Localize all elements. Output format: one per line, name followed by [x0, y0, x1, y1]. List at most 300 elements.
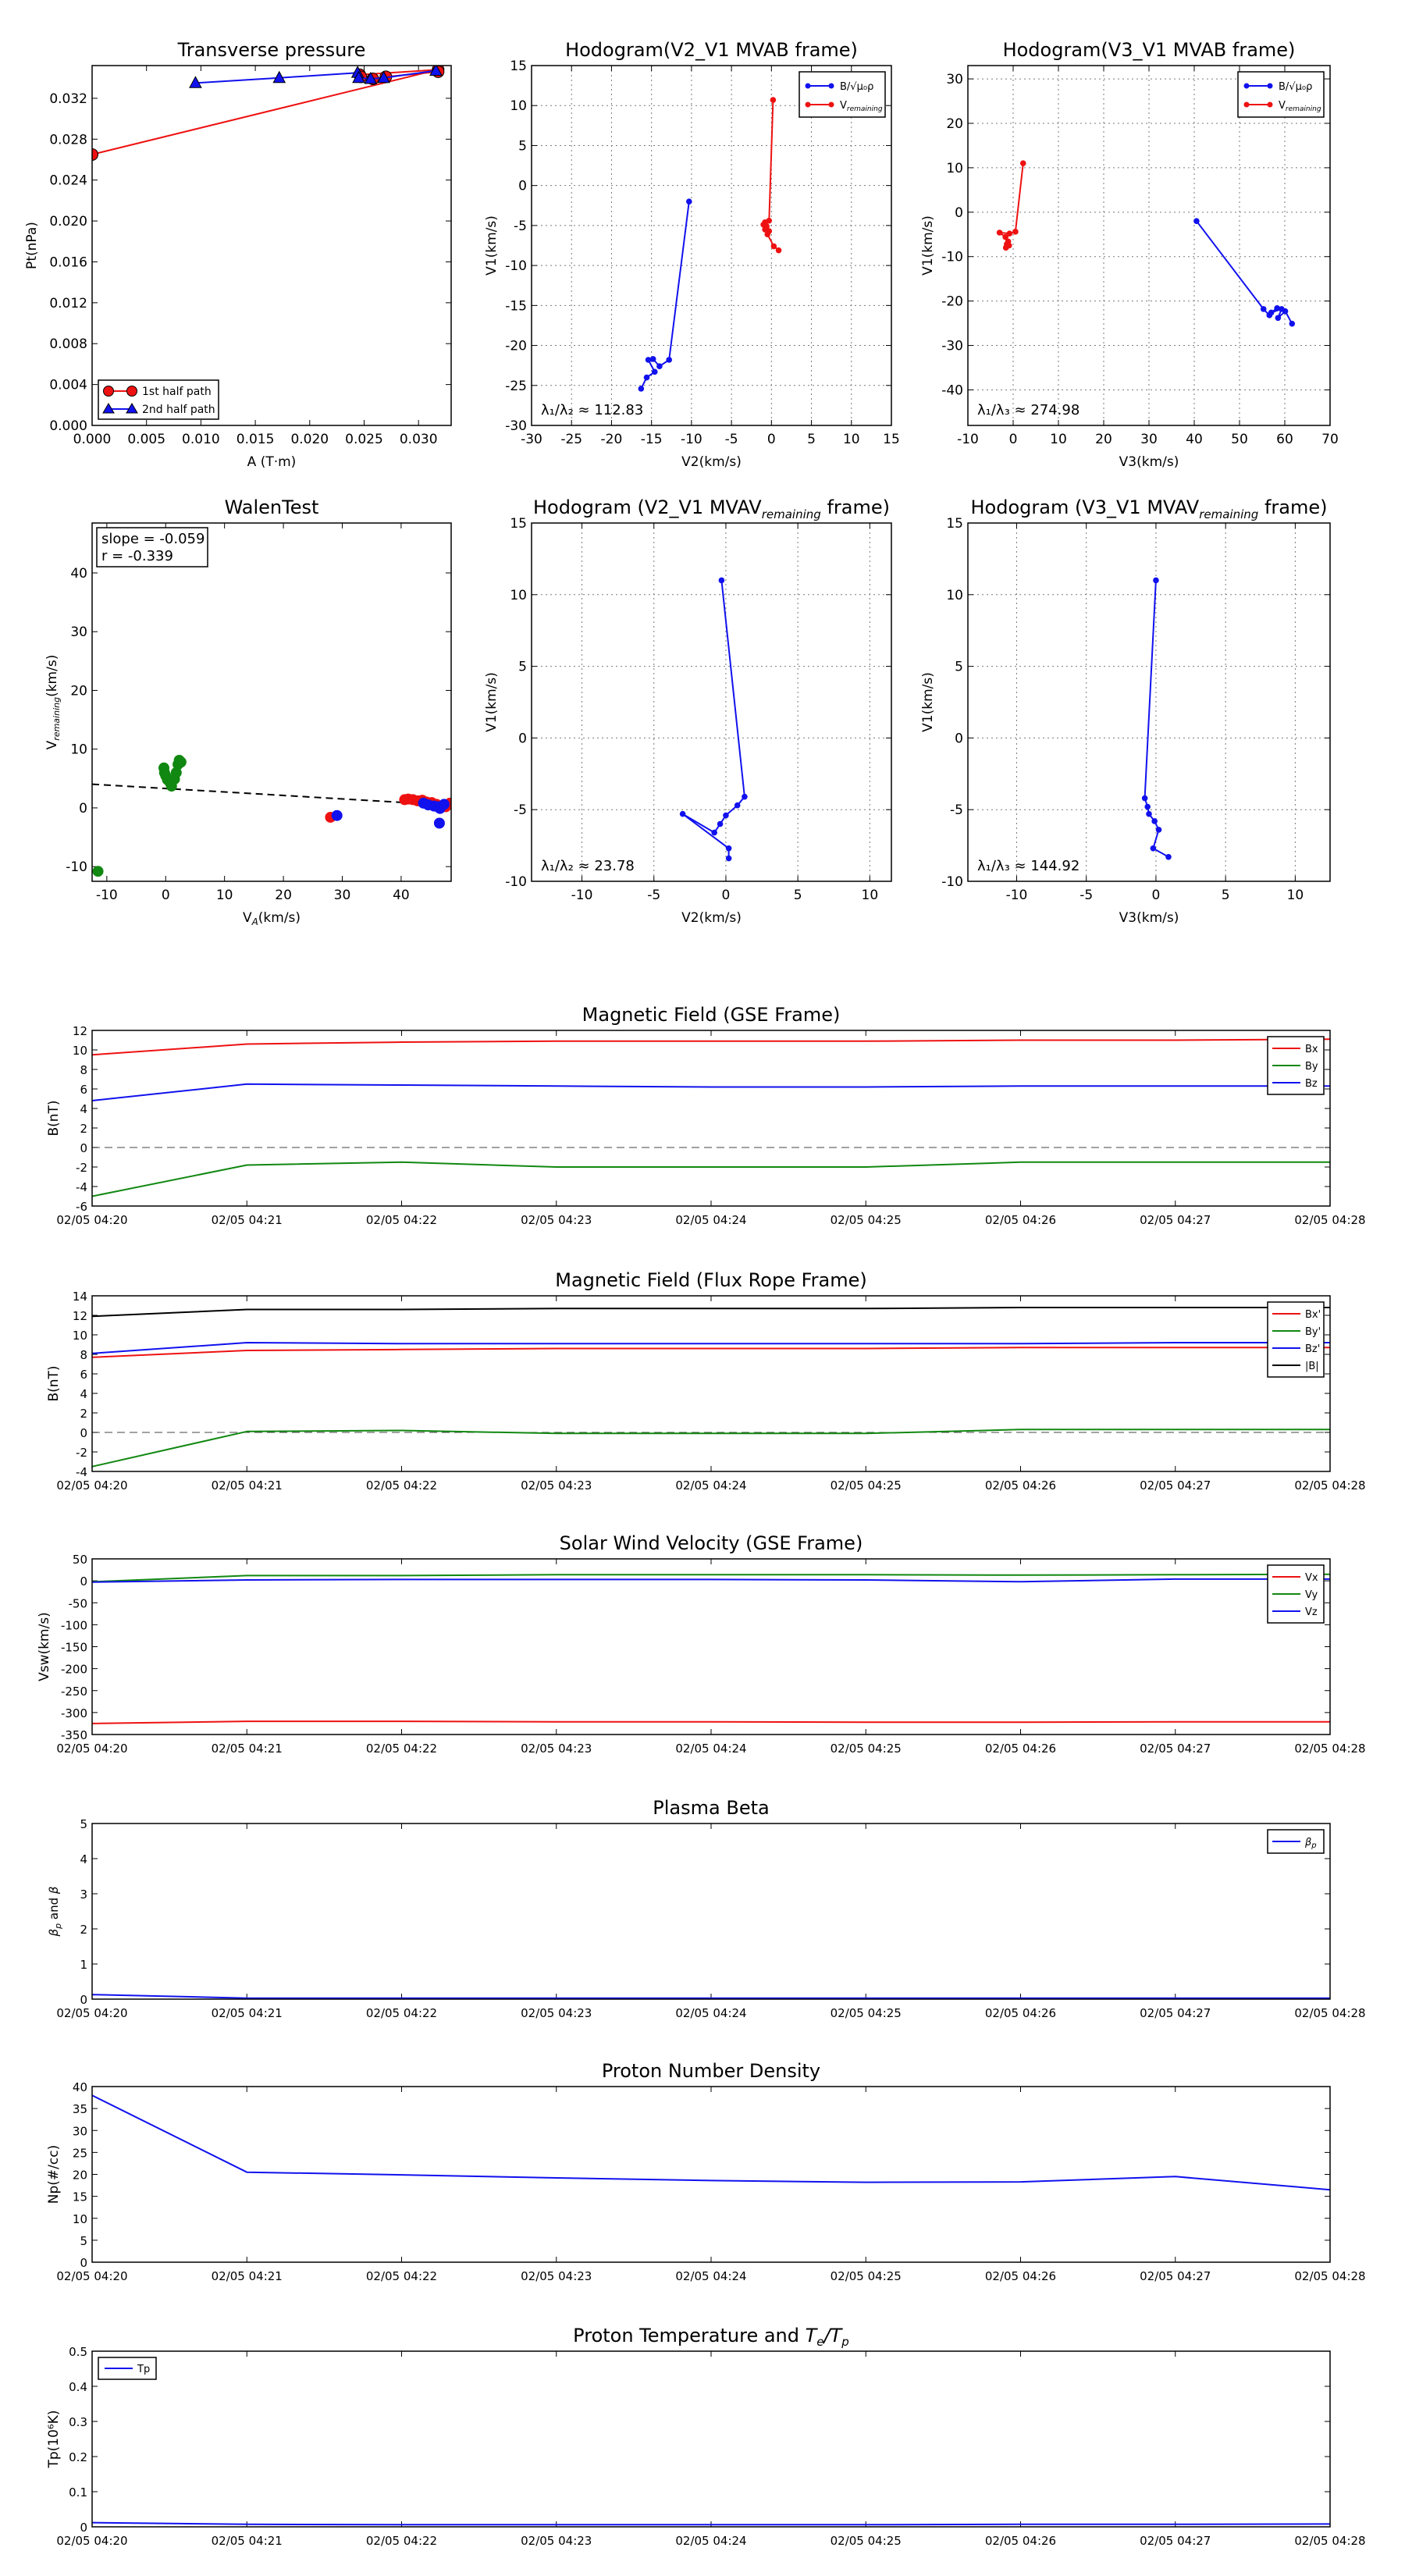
- y-axis-label: V1(km/s): [920, 672, 936, 732]
- chart-hodo2: [920, 39, 1339, 470]
- y-tick-label: 40: [70, 565, 87, 582]
- data-point: [1268, 310, 1275, 316]
- x-tick-label: -10: [680, 432, 702, 447]
- x-tick-label: 02/05 04:25: [830, 2006, 902, 2020]
- x-tick-label: 10: [215, 888, 233, 903]
- x-tick-label: 02/05 04:26: [984, 2534, 1057, 2548]
- plot-frame: [532, 66, 891, 425]
- data-point: [1003, 245, 1009, 251]
- y-tick-label: 1: [80, 1958, 87, 1972]
- legend: [98, 2357, 156, 2379]
- x-tick-label: 02/05 04:28: [1294, 2006, 1366, 2020]
- chart-bgse: [46, 1004, 1366, 1227]
- x-tick-label: 02/05 04:23: [521, 2269, 592, 2283]
- chart-title: Magnetic Field (Flux Rope Frame): [555, 1269, 867, 1291]
- x-tick-label: 02/05 04:28: [1294, 2269, 1366, 2283]
- x-tick-label: 0.025: [345, 432, 383, 447]
- plot-frame: [92, 1823, 1330, 1999]
- y-tick-label: 0: [80, 1426, 87, 1440]
- chart-pt: [24, 39, 451, 470]
- y-axis-label: Tp(10⁶K): [46, 2410, 62, 2468]
- data-point: [652, 369, 658, 375]
- y-tick-label: 20: [72, 2168, 87, 2183]
- chart-title: Solar Wind Velocity (GSE Frame): [559, 1532, 863, 1554]
- legend-marker: [806, 84, 811, 89]
- y-axis-label: V1(km/s): [484, 215, 500, 276]
- chart-title: Hodogram(V3_V1 MVAB frame): [1002, 39, 1296, 61]
- y-tick-label: 0.004: [49, 377, 87, 393]
- y-tick-label: 30: [946, 72, 963, 88]
- x-tick-label: 02/05 04:20: [56, 2269, 128, 2283]
- x-tick-label: 02/05 04:28: [1294, 1478, 1366, 1493]
- y-tick-label: 0: [518, 731, 527, 747]
- x-tick-label: 02/05 04:26: [984, 1742, 1057, 1756]
- plot-frame: [92, 523, 451, 881]
- data-point: [1156, 827, 1162, 833]
- legend-marker: [127, 386, 137, 397]
- data-point: [719, 578, 725, 584]
- x-tick-label: 02/05 04:24: [675, 2269, 747, 2283]
- y-tick-label: -4: [76, 1465, 87, 1479]
- x-axis-label: V2(km/s): [681, 910, 742, 926]
- y-tick-label: 10: [72, 1329, 87, 1343]
- y-tick-label: -50: [68, 1596, 87, 1611]
- y-tick-label: 5: [518, 138, 527, 155]
- series-line-|B|: [92, 1308, 1330, 1316]
- y-axis-label: B(nT): [46, 1100, 62, 1137]
- y-tick-label: -200: [60, 1662, 87, 1677]
- y-tick-label: -30: [505, 418, 527, 434]
- plot-area: [92, 755, 455, 876]
- data-point: [638, 386, 645, 392]
- y-tick-label: 10: [946, 160, 963, 176]
- legend: [1268, 1037, 1324, 1094]
- plot-area: [1142, 578, 1172, 860]
- y-tick-label: 5: [80, 1817, 87, 1831]
- data-point: [1012, 229, 1019, 235]
- y-tick-label: 6: [80, 1368, 87, 1382]
- y-tick-label: 15: [510, 516, 527, 532]
- x-tick-label: -10: [957, 432, 979, 447]
- x-tick-label: 5: [807, 432, 816, 447]
- x-tick-label: -15: [640, 432, 663, 447]
- x-tick-label: 02/05 04:28: [1294, 2534, 1366, 2548]
- legend-marker: [829, 84, 834, 89]
- x-tick-label: 02/05 04:21: [211, 1742, 283, 1756]
- x-tick-label: 02/05 04:24: [675, 1213, 747, 1227]
- plot-frame: [92, 2087, 1330, 2262]
- x-tick-label: 20: [275, 888, 292, 903]
- data-point: [1151, 845, 1157, 852]
- y-tick-label: -350: [60, 1728, 87, 1742]
- series-line-V_remaining: [683, 580, 745, 858]
- walen-stat-1: r = -0.339: [101, 548, 173, 564]
- x-tick-label: 70: [1321, 432, 1339, 447]
- data-point: [1146, 811, 1152, 817]
- y-axis-label: Vsw(km/s): [37, 1612, 52, 1681]
- data-point: [1289, 321, 1295, 327]
- y-tick-label: 0: [80, 1574, 87, 1589]
- x-tick-label: 02/05 04:20: [56, 2534, 128, 2548]
- x-tick-label: 10: [861, 888, 879, 903]
- legend-label: Bz: [1305, 1078, 1318, 1090]
- series-line-Bx: [92, 1039, 1330, 1055]
- x-tick-label: 02/05 04:23: [521, 1213, 592, 1227]
- data-point: [1165, 854, 1172, 860]
- x-tick-label: 10: [1050, 432, 1067, 447]
- x-tick-label: 0: [767, 432, 776, 447]
- x-tick-label: 0.030: [399, 432, 438, 447]
- y-tick-label: -10: [941, 249, 963, 265]
- plot-area: [638, 97, 782, 391]
- plot-area: [92, 1039, 1330, 1196]
- x-axis-label: V3(km/s): [1119, 454, 1179, 470]
- chart-title: Magnetic Field (GSE Frame): [582, 1004, 841, 1026]
- x-tick-label: 02/05 04:26: [984, 2269, 1057, 2283]
- data-point: [711, 830, 717, 836]
- x-tick-label: 02/05 04:23: [521, 1742, 592, 1756]
- data-point: [726, 845, 732, 852]
- y-axis-label: V1(km/s): [920, 215, 936, 276]
- y-tick-label: 0.020: [49, 214, 87, 230]
- eigenvalue-ratio-label: λ₁/λ₂ ≈ 23.78: [541, 858, 635, 874]
- y-tick-label: -10: [66, 859, 87, 876]
- x-tick-label: 30: [333, 888, 351, 903]
- y-tick-label: 30: [72, 2124, 87, 2139]
- legend-label: Vz: [1305, 1606, 1318, 1618]
- data-point: [1151, 818, 1158, 824]
- x-tick-label: 02/05 04:23: [521, 2534, 592, 2548]
- series-line-Bz: [92, 1084, 1330, 1101]
- y-tick-label: 4: [80, 1102, 87, 1116]
- x-tick-label: 5: [793, 888, 802, 903]
- data-point: [93, 866, 103, 877]
- legend-label: B/√μ₀ρ: [1279, 81, 1313, 93]
- y-tick-label: -40: [941, 382, 963, 399]
- series-line-Bx': [92, 1347, 1330, 1357]
- data-point: [686, 198, 692, 205]
- y-tick-label: -10: [941, 874, 963, 890]
- series-line-Vz: [92, 1579, 1330, 1582]
- plot-frame: [92, 66, 451, 425]
- y-tick-label: 2: [80, 1122, 87, 1136]
- x-tick-label: -5: [724, 432, 738, 447]
- y-tick-label: -20: [941, 294, 963, 310]
- data-point: [1282, 308, 1289, 315]
- x-tick-label: 02/05 04:24: [675, 2534, 747, 2548]
- y-tick-label: 14: [72, 1290, 87, 1304]
- data-point: [1193, 218, 1200, 224]
- chart-np: [46, 2060, 1366, 2283]
- x-axis-label: $V_A(km/s)$: [242, 910, 301, 927]
- data-point: [1142, 795, 1148, 802]
- data-point: [646, 357, 652, 363]
- chart-walen: [44, 496, 455, 927]
- chart-title: Hodogram (V2_V1 $MVAV_{remaining}$ frame): [533, 496, 890, 521]
- y-tick-label: -10: [505, 874, 527, 890]
- legend-label: Bx: [1305, 1044, 1318, 1055]
- data-point: [332, 810, 342, 820]
- x-tick-label: 02/05 04:25: [830, 2534, 902, 2548]
- chart-hodo4: [920, 496, 1330, 926]
- plot-area: [87, 64, 444, 161]
- y-tick-label: -30: [941, 338, 963, 354]
- y-tick-label: 0.1: [69, 2485, 87, 2500]
- legend-marker: [1244, 102, 1250, 108]
- plot-frame: [92, 1296, 1330, 1471]
- data-point: [439, 799, 449, 809]
- legend-marker: [829, 102, 834, 108]
- y-tick-label: -2: [76, 1161, 87, 1175]
- data-point: [770, 97, 777, 103]
- chart-title: Hodogram (V3_V1 $MVAV_{remaining}$ frame): [970, 496, 1328, 521]
- x-tick-label: 02/05 04:25: [830, 1213, 902, 1227]
- x-tick-label: 02/05 04:24: [675, 1478, 747, 1493]
- data-point: [644, 375, 650, 381]
- y-tick-label: 5: [80, 2233, 87, 2248]
- data-point: [1261, 306, 1267, 312]
- y-tick-label: 5: [518, 659, 527, 675]
- y-tick-label: 40: [72, 2080, 87, 2094]
- x-tick-label: 20: [1095, 432, 1112, 447]
- plot-frame: [92, 1559, 1330, 1735]
- chart-title: Proton Number Density: [601, 2060, 821, 2082]
- data-point: [1153, 578, 1159, 584]
- x-tick-label: -10: [1005, 888, 1028, 903]
- y-tick-label: 4: [80, 1387, 87, 1401]
- y-axis-label: $\beta_p$ and β: [47, 1886, 63, 1937]
- data-point: [735, 802, 741, 809]
- x-tick-label: 02/05 04:22: [365, 1213, 438, 1227]
- y-tick-label: 0: [80, 2521, 87, 2535]
- x-tick-label: 0: [161, 888, 170, 903]
- y-tick-label: 10: [70, 742, 87, 758]
- plot-area: [92, 2095, 1330, 2190]
- data-point: [742, 794, 748, 800]
- y-tick-label: 0: [80, 1993, 87, 2007]
- legend-marker: [1268, 84, 1273, 89]
- y-tick-label: 0: [80, 1141, 87, 1155]
- y-axis-label: B(nT): [46, 1365, 62, 1402]
- legend: [1238, 72, 1324, 117]
- x-tick-label: 0.020: [290, 432, 329, 447]
- fit-line: [92, 785, 451, 806]
- x-tick-label: 10: [1286, 888, 1304, 903]
- y-tick-label: -250: [60, 1684, 87, 1699]
- x-axis-label: V3(km/s): [1119, 910, 1179, 926]
- x-tick-label: 40: [1186, 432, 1203, 447]
- x-tick-label: 02/05 04:22: [365, 2269, 438, 2283]
- data-point: [726, 856, 732, 862]
- legend: [98, 380, 219, 419]
- legend-label: Tp: [137, 2364, 151, 2375]
- x-tick-label: 02/05 04:21: [211, 1478, 283, 1493]
- x-tick-label: 02/05 04:22: [365, 2006, 438, 2020]
- y-tick-label: 0.2: [69, 2450, 87, 2464]
- legend-marker: [1244, 84, 1250, 89]
- y-tick-label: 15: [72, 2190, 87, 2204]
- x-tick-label: 0.000: [73, 432, 112, 447]
- x-tick-label: 02/05 04:21: [211, 2269, 283, 2283]
- legend-label: $V_{remaining}$: [840, 100, 883, 113]
- x-tick-label: 02/05 04:21: [211, 1213, 283, 1227]
- y-tick-label: -5: [514, 218, 527, 234]
- y-tick-label: 10: [510, 98, 527, 115]
- x-tick-label: 60: [1276, 432, 1293, 447]
- y-axis-label: $V_{remaining}(km/s)$: [44, 654, 62, 750]
- plot-frame: [92, 2351, 1330, 2527]
- legend-label: B/√μ₀ρ: [840, 81, 874, 93]
- x-tick-label: 02/05 04:27: [1140, 2006, 1211, 2020]
- y-tick-label: -2: [76, 1446, 87, 1460]
- x-tick-label: 02/05 04:27: [1140, 2269, 1211, 2283]
- y-tick-label: 12: [72, 1309, 87, 1323]
- x-tick-label: 02/05 04:28: [1294, 1742, 1366, 1756]
- y-tick-label: 0.5: [69, 2345, 87, 2359]
- x-tick-label: 02/05 04:25: [830, 2269, 902, 2283]
- x-tick-label: 02/05 04:23: [521, 1478, 592, 1493]
- y-tick-label: -100: [60, 1618, 87, 1633]
- legend-label: Bz': [1305, 1343, 1321, 1355]
- y-tick-label: 4: [80, 1852, 87, 1866]
- data-point: [1144, 804, 1151, 810]
- plot-area: [92, 1574, 1330, 1724]
- x-tick-label: 02/05 04:22: [365, 1742, 438, 1756]
- eigenvalue-ratio-label: λ₁/λ₃ ≈ 274.98: [977, 402, 1080, 418]
- x-tick-label: -30: [521, 432, 542, 447]
- chart-tp: [46, 2325, 1366, 2548]
- x-tick-label: 02/05 04:28: [1294, 1213, 1366, 1227]
- x-tick-label: 02/05 04:25: [830, 1478, 902, 1493]
- y-tick-label: -6: [76, 1200, 87, 1214]
- data-point: [656, 363, 663, 369]
- data-point: [1020, 160, 1026, 166]
- legend-marker: [806, 102, 811, 108]
- y-tick-label: 10: [946, 587, 963, 603]
- x-tick-label: 02/05 04:26: [984, 1213, 1057, 1227]
- x-tick-label: 02/05 04:22: [365, 1478, 438, 1493]
- y-tick-label: -25: [505, 378, 527, 394]
- plot-area: [997, 160, 1295, 326]
- x-tick-label: 02/05 04:24: [675, 1742, 747, 1756]
- y-axis-label: Np(#/cc): [46, 2144, 62, 2204]
- y-tick-label: 0.4: [69, 2380, 87, 2394]
- x-tick-label: -10: [571, 888, 593, 903]
- y-tick-label: 20: [70, 683, 87, 699]
- chart-hodo1: [484, 39, 900, 470]
- x-tick-label: -5: [1080, 888, 1094, 903]
- legend: [1268, 1565, 1324, 1623]
- x-tick-label: 02/05 04:20: [56, 1742, 128, 1756]
- y-tick-label: 8: [80, 1348, 87, 1362]
- y-tick-label: 10: [510, 587, 527, 603]
- plot-area: [92, 1308, 1330, 1467]
- series-line-By': [92, 1429, 1330, 1467]
- x-tick-label: 5: [1221, 888, 1230, 903]
- legend-label: 2nd half path: [142, 404, 215, 416]
- legend-marker: [1268, 102, 1273, 108]
- eigenvalue-ratio-label: λ₁/λ₃ ≈ 144.92: [977, 858, 1080, 874]
- x-tick-label: 02/05 04:25: [830, 1742, 902, 1756]
- y-tick-label: 0.3: [69, 2415, 87, 2429]
- plot-area: [680, 578, 748, 862]
- y-tick-label: 5: [955, 659, 963, 675]
- data-point: [434, 818, 444, 828]
- y-tick-label: 0.024: [49, 173, 87, 189]
- legend-label: Vx: [1305, 1572, 1318, 1584]
- y-tick-label: 50: [72, 1553, 87, 1567]
- x-axis-label: V2(km/s): [681, 454, 742, 470]
- chart-title: WalenTest: [224, 496, 319, 518]
- y-tick-label: 20: [946, 116, 963, 132]
- x-tick-label: -25: [560, 432, 583, 447]
- legend: [1268, 1830, 1324, 1853]
- plot-frame: [92, 1030, 1330, 1206]
- y-tick-label: 8: [80, 1063, 87, 1077]
- x-tick-label: 02/05 04:21: [211, 2534, 283, 2548]
- x-tick-label: 50: [1231, 432, 1248, 447]
- x-tick-label: 02/05 04:21: [211, 2006, 283, 2020]
- series-line-Vx: [92, 1721, 1330, 1724]
- y-tick-label: 30: [70, 624, 87, 641]
- chart-title: Hodogram(V2_V1 MVAB frame): [565, 39, 858, 61]
- y-tick-label: 0: [955, 731, 963, 747]
- x-tick-label: 02/05 04:22: [365, 2534, 438, 2548]
- x-tick-label: 0.015: [236, 432, 275, 447]
- x-tick-label: 02/05 04:20: [56, 1213, 128, 1227]
- y-tick-label: 3: [80, 1888, 87, 1902]
- y-tick-label: -300: [60, 1706, 87, 1720]
- y-tick-label: 15: [510, 59, 527, 74]
- legend-marker: [104, 386, 114, 397]
- x-tick-label: 0: [1151, 888, 1161, 903]
- chart-title: Plasma Beta: [653, 1797, 770, 1819]
- data-point: [666, 357, 672, 363]
- y-tick-label: 12: [72, 1024, 87, 1038]
- chart-vsw: [37, 1532, 1366, 1756]
- x-tick-label: 02/05 04:20: [56, 2006, 128, 2020]
- walen-stat-0: slope = -0.059: [101, 531, 205, 547]
- y-tick-label: 0.016: [49, 254, 87, 271]
- y-tick-label: 0.012: [49, 295, 87, 311]
- x-tick-label: 0: [1008, 432, 1018, 447]
- y-tick-label: -5: [514, 802, 527, 819]
- legend-label: $V_{remaining}$: [1279, 100, 1321, 113]
- y-tick-label: 10: [72, 1044, 87, 1058]
- x-axis-label: A (T·m): [247, 454, 297, 470]
- x-tick-label: 02/05 04:26: [984, 2006, 1057, 2020]
- x-tick-label: 02/05 04:20: [56, 1478, 128, 1493]
- data-point: [680, 811, 686, 817]
- x-tick-label: 02/05 04:24: [675, 2006, 747, 2020]
- x-tick-label: 0.010: [182, 432, 220, 447]
- x-tick-label: 02/05 04:27: [1140, 1742, 1211, 1756]
- x-tick-label: 02/05 04:27: [1140, 1478, 1211, 1493]
- chart-hodo3: [484, 496, 891, 926]
- plot-frame: [532, 523, 891, 881]
- legend-label: 1st half path: [142, 386, 212, 398]
- y-tick-label: 15: [946, 516, 963, 532]
- x-tick-label: 0.005: [127, 432, 166, 447]
- x-tick-label: 02/05 04:27: [1140, 1213, 1211, 1227]
- y-tick-label: 0.028: [49, 132, 87, 148]
- y-tick-label: 0: [518, 178, 527, 194]
- y-tick-label: 0.008: [49, 336, 87, 353]
- legend-label: Bx': [1305, 1309, 1321, 1321]
- series-line-Np: [92, 2095, 1330, 2190]
- legend-label: |B|: [1305, 1361, 1319, 1372]
- x-tick-label: 10: [842, 432, 860, 447]
